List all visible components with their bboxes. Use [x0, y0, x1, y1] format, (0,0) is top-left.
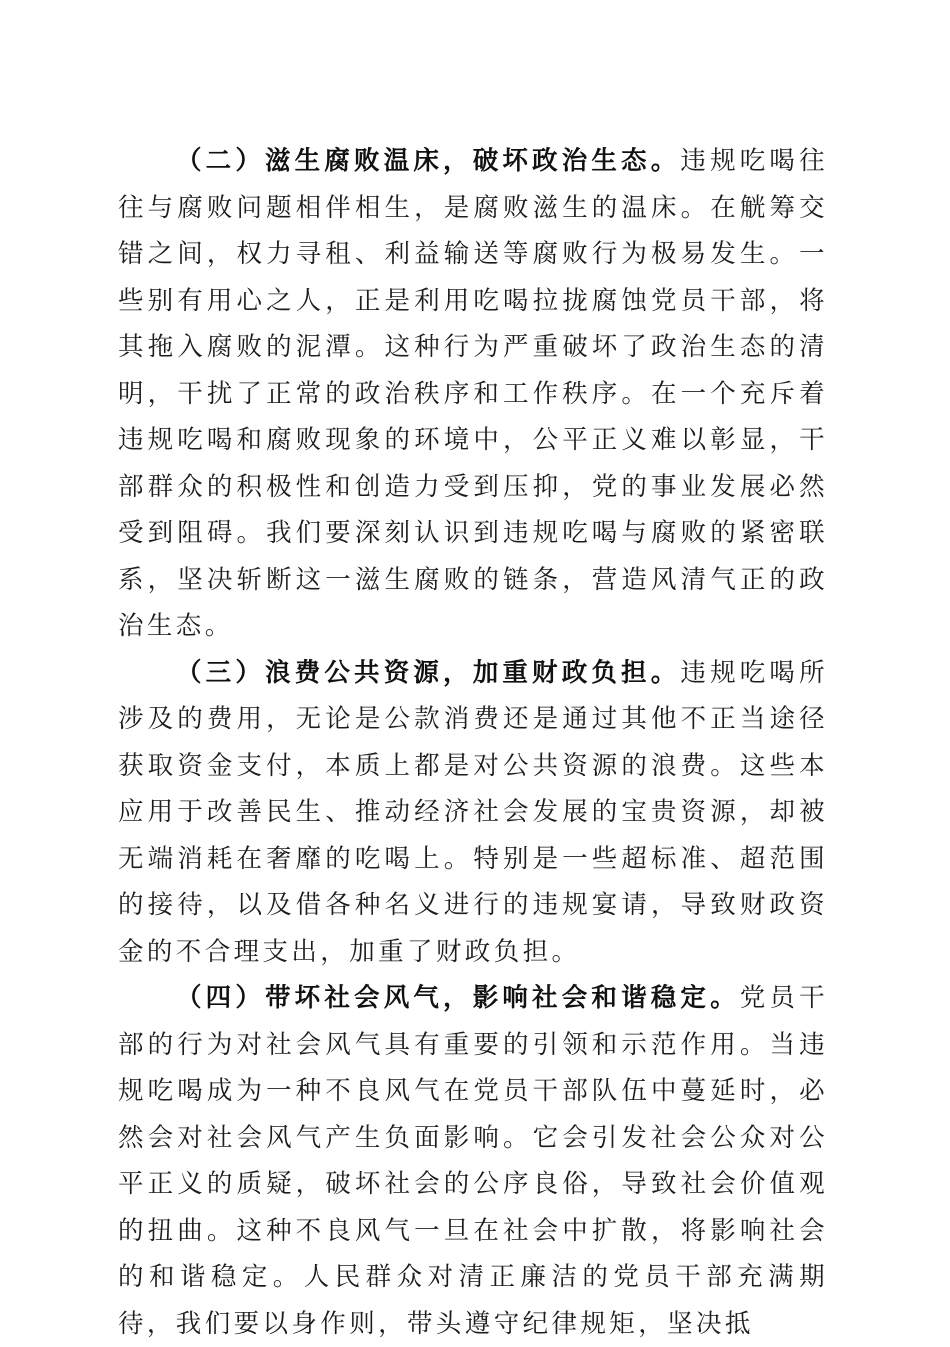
paragraph-social-atmosphere	[118, 975, 828, 1347]
paragraph-heading: （三）浪费公共资源，加重财政负担。	[176, 657, 681, 688]
paragraph-heading: （四）带坏社会风气，影响社会和谐稳定。	[176, 983, 740, 1013]
paragraph-text: 违规吃喝所涉及的费用，无论是公款消费还是通过其他不正当途径获取资金支付，本质上都是对公共资源的浪费。这些本应用于改善民生、推动经济社会发展的宝贵资源，却被无端消耗在奢靡的吃喝上。特别是一些超标准、超范围的接待，以及借各种名义进行的违规宴请，导致财政资金的不合理支出，加重了财政负担。	[118, 657, 828, 967]
paragraph-public-resources	[118, 650, 828, 976]
paragraph-text: 党员干部的行为对社会风气具有重要的引领和示范作用。当违规吃喝成为一种不良风气在党员干部队伍中蔓延时，必然会对社会风气产生负面影响。它会引发社会公众对公平正义的质疑，破坏社会的公序良俗，导致社会价值观的扭曲。这种不良风气一旦在社会中扩散，将影响社会的和谐稳定。人民群众对清正廉洁的党员干部充满期待，我们要以身作则，带头遵守纪律规矩，坚决抵	[118, 983, 828, 1339]
paragraph-heading: （二）滋生腐败温床，破坏政治生态。	[176, 146, 681, 176]
paragraph-corruption	[118, 138, 828, 650]
document-body	[118, 138, 828, 1347]
paragraph-text: 违规吃喝往往与腐败问题相伴相生，是腐败滋生的温床。在觥筹交错之间，权力寻租、利益输送等腐败行为极易发生。一些别有用心之人，正是利用吃喝拉拢腐蚀党员干部，将其拖入腐败的泥潭。这种行为严重破坏了政治生态的清明，干扰了正常的政治秩序和工作秩序。在一个充斥着违规吃喝和腐败现象的环境中，公平正义难以彰显，干部群众的积极性和创造力受到压抑，党的事业发展必然受到阻碍。我们要深刻认识到违规吃喝与腐败的紧密联系，坚决斩断这一滋生腐败的链条，营造风清气正的政治生态。	[118, 146, 828, 641]
